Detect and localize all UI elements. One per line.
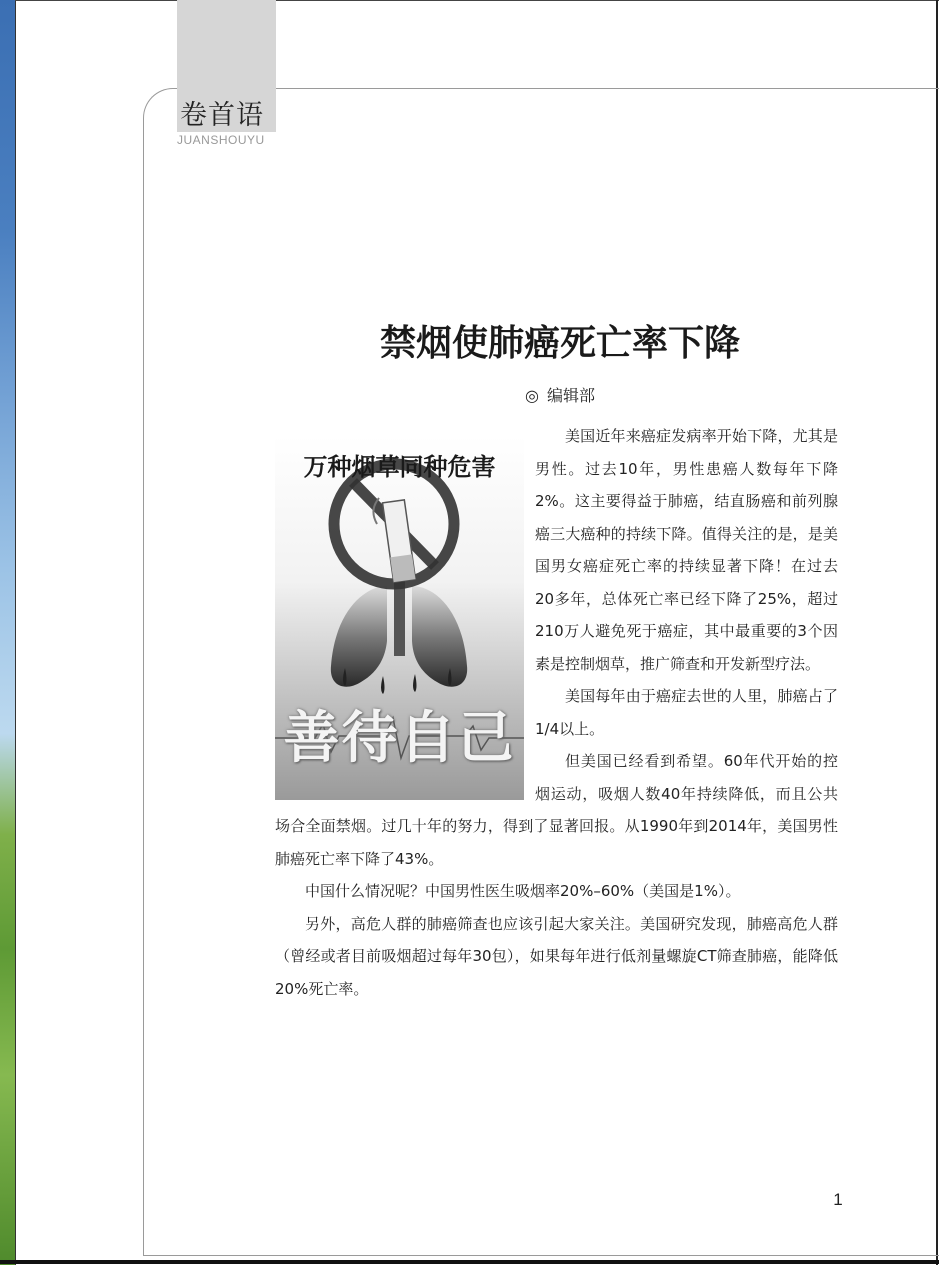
- poster-float-space: [275, 420, 535, 806]
- paragraph: 但美国已经看到希望。60年代开始的控烟运动，吸烟人数40年持续降低，而且公共场合全面禁烟。过几十年的努力，得到了显著回报。从1990年到2014年，美国男性肺癌死亡率下降了43%。: [275, 752, 838, 868]
- page-number: 1: [833, 1190, 843, 1209]
- poster-slogan: 善待自己: [283, 706, 516, 771]
- byline: [460, 384, 660, 408]
- byline-author: 编辑部: [546, 386, 595, 405]
- decorative-edge-strip: [0, 0, 15, 1265]
- bottom-border: [0, 1260, 939, 1264]
- article-body: [275, 420, 838, 1005]
- section-title: 卷首语: [180, 100, 264, 131]
- paragraph: 中国什么情况呢？中国男性医生吸烟率20%–60%（美国是1%）。: [305, 882, 741, 900]
- byline-mark: ◎: [525, 386, 539, 405]
- top-border: [15, 0, 939, 1]
- article-title: 禁烟使肺癌死亡率下降: [379, 322, 740, 364]
- paragraph: 另外，高危人群的肺癌筛查也应该引起大家关注。美国研究发现，肺癌高危人群（曾经或者目前吸烟超过每年30包），如果每年进行低剂量螺旋CT筛查肺癌，能降低20%死亡率。: [275, 914, 838, 998]
- edge-divider: [15, 0, 16, 1265]
- section-subtitle: JUANSHOUYU: [177, 133, 265, 147]
- poster-title: 万种烟草同种危害: [303, 452, 496, 481]
- paragraph: 美国近年来癌症发病率开始下降，尤其是男性。过去10年，男性患癌人数每年下降2%。这主要得益于肺癌，结直肠癌和前列腺癌三大癌种的持续下降。值得关注的是，是美国男女癌症死亡率的持续显著下降！在过去20多年，总体死亡率已经下降了25%，超过210万人避免死于癌症，其中最重要的3个因素是控制烟草，推广筛查和开发新型疗法。: [535, 427, 838, 673]
- paragraph: 美国每年由于癌症去世的人里，肺癌占了1/4以上。: [535, 687, 838, 738]
